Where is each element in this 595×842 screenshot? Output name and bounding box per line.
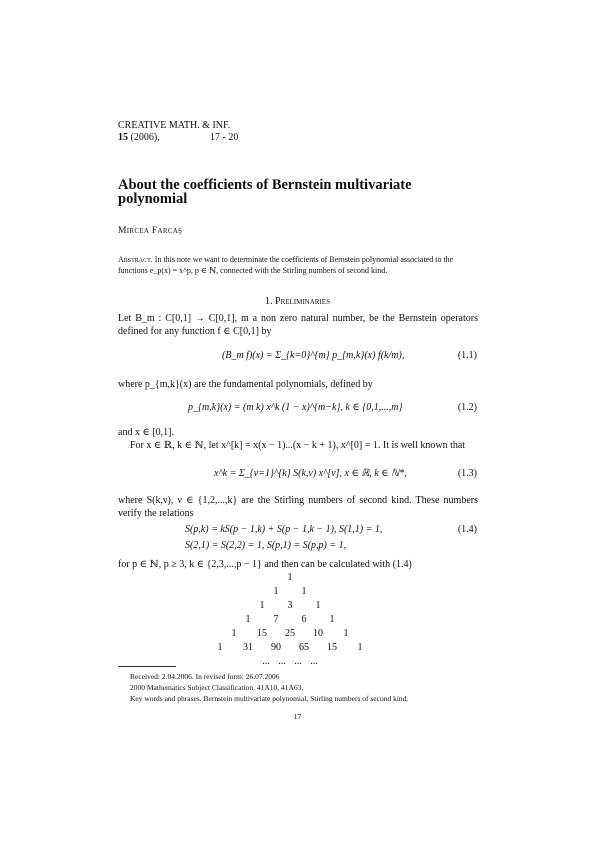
equation-1-3: x^k = Σ_{ν=1}^{k} S(k,ν) x^[ν], x ∈ ℝ, k ∈ ℕ*, xyxy=(214,468,407,479)
triangle-ellipsis: ... xyxy=(294,656,302,667)
journal-name: CREATIVE MATH. & INF. xyxy=(118,120,231,131)
footnote-received: Received: 2.04.2006. In revised form: 26.07.2006 xyxy=(130,672,280,681)
paragraph-calc: for p ∈ ℕ, p ≥ 3, k ∈ {2,3,...,p − 1} and then can be calculated with (1.4) xyxy=(118,559,412,570)
triangle-entry: 1 xyxy=(259,600,265,611)
abstract-label: Abstract. xyxy=(118,255,153,264)
equation-1-1: (B_m f)(x) = Σ_{k=0}^{m} p_{m,k}(x) f(k/m), xyxy=(222,350,405,361)
equation-1-4-line-2: S(2,1) = S(2,2) = 1, S(p,1) = S(p,p) = 1, xyxy=(185,540,347,551)
triangle-entry: 1 xyxy=(343,628,349,639)
triangle-entry: 3 xyxy=(287,600,293,611)
paragraph-factorial: For x ∈ ℝ, k ∈ ℕ, let x^[k] = x(x − 1)...(x − k + 1), x^[0] = 1. It is well known that xyxy=(130,440,466,451)
triangle-entry: 15 xyxy=(257,628,267,639)
section-number: 1. xyxy=(265,296,273,307)
triangle-entry: 15 xyxy=(327,642,337,653)
triangle-entry: 90 xyxy=(271,642,281,653)
journal-pages: 17 - 20 xyxy=(210,132,239,143)
triangle-entry: 65 xyxy=(299,642,309,653)
journal-header xyxy=(118,120,239,144)
paragraph-stirling: where S(k,ν), ν ∈ {1,2,...,k} are the Stirling numbers of second kind. These numbers verify the relations xyxy=(118,495,478,519)
triangle-entry: 1 xyxy=(231,628,237,639)
triangle-ellipsis: ... xyxy=(278,656,286,667)
triangle-entry: 10 xyxy=(313,628,323,639)
triangle-entry: 1 xyxy=(245,614,251,625)
equation-number-1-4: (1.4) xyxy=(457,524,477,535)
author-name: Mircea Farcaş xyxy=(118,226,183,236)
triangle-entry: 1 xyxy=(287,572,293,583)
triangle-ellipsis: ... xyxy=(310,656,318,667)
journal-year: (2006), xyxy=(130,132,160,143)
journal-volume: 15 xyxy=(118,132,128,143)
triangle-entry: 1 xyxy=(329,614,335,625)
paragraph-interval: and x ∈ [0,1]. xyxy=(118,427,175,438)
footnote-keywords: Key words and phrases. Bernstein multivariate polynomial, Stirling numbers of second kind. xyxy=(130,694,409,703)
triangle-entry: 1 xyxy=(273,586,279,597)
triangle-entry: 25 xyxy=(285,628,295,639)
triangle-entry: 7 xyxy=(273,614,279,625)
footnote-rule xyxy=(118,666,176,667)
footnote-msc: 2000 Mathematics Subject Classification. 41A10, 41A63. xyxy=(130,683,304,692)
equation-1-4-line-1: S(p,k) = kS(p − 1,k) + S(p − 1,k − 1), S(1,1) = 1, xyxy=(185,524,383,535)
triangle-entry: 31 xyxy=(243,642,253,653)
abstract xyxy=(118,254,478,276)
section-title: Preliminaries xyxy=(275,296,330,307)
equation-number-1-2: (1.2) xyxy=(457,402,477,413)
triangle-entry: 6 xyxy=(301,614,307,625)
page-number: 17 xyxy=(293,712,302,721)
triangle-entry: 1 xyxy=(301,586,307,597)
paper-title: About the coefficients of Bernstein multivariate polynomial xyxy=(118,177,412,207)
section-heading xyxy=(0,296,595,307)
triangle-ellipsis: ... xyxy=(262,656,270,667)
triangle-entry: 1 xyxy=(217,642,223,653)
paragraph-fundamental: where p_{m,k}(x) are the fundamental polynomials, defined by xyxy=(118,379,373,390)
equation-number-1-3: (1.3) xyxy=(457,468,477,479)
paragraph-bernstein-def: Let B_m : C[0,1] → C[0,1], m a non zero natural number, be the Bernstein operators defined for any function f ∈ C[0,1] by xyxy=(118,313,478,337)
triangle-entry: 1 xyxy=(315,600,321,611)
equation-1-2: p_{m,k}(x) = (m k) x^k (1 − x)^{m−k}, k ∈ {0,1,...,m} xyxy=(188,402,403,413)
triangle-entry: 1 xyxy=(357,642,363,653)
abstract-text: In this note we want to determinate the coefficients of Bernstein polynomial associated to the functions e_p(x) = x^p, p ∈ ℕ, connected with the Stirling numbers of second kind. xyxy=(118,255,454,275)
equation-number-1-1: (1.1) xyxy=(457,350,477,361)
